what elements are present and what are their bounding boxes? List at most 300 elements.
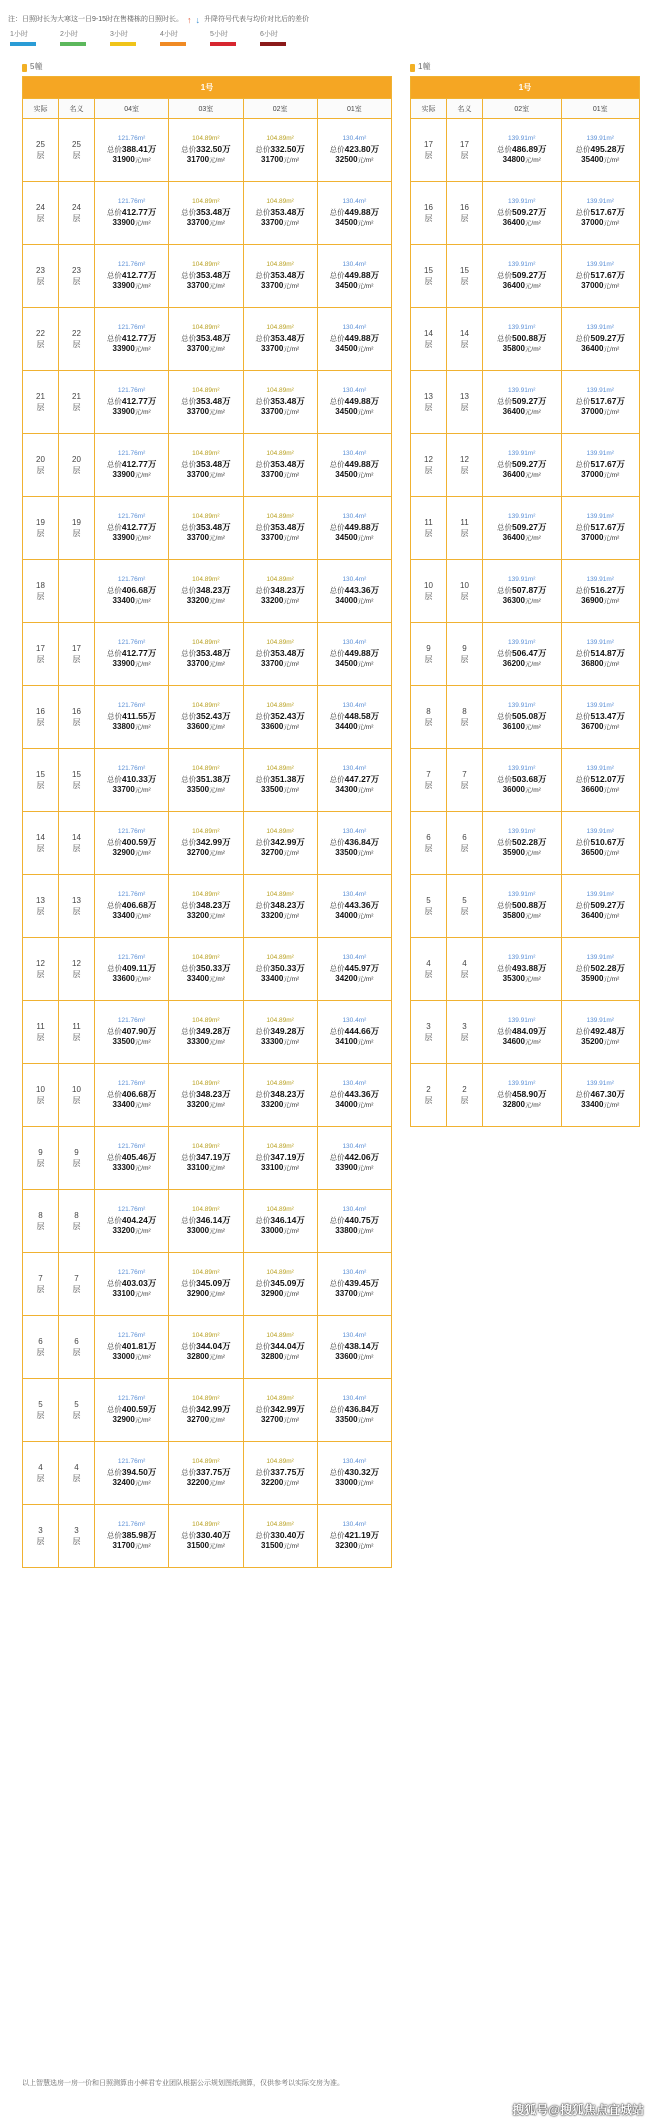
total-prefix: 总价 — [106, 1405, 122, 1414]
unit-area: 104.89m² — [192, 702, 220, 709]
floor-suffix: 层 — [424, 718, 433, 727]
unit-total-price — [95, 585, 168, 596]
unit-price-suffix: 元/m² — [603, 661, 620, 668]
floor-number: 5 — [74, 1400, 79, 1409]
unit-cell — [95, 434, 169, 497]
unit-total-price — [95, 1215, 168, 1226]
total-prefix: 总价 — [255, 145, 271, 154]
unit-cell — [243, 686, 317, 749]
table-row — [411, 560, 640, 623]
total-value: 512.07万 — [590, 774, 625, 784]
unit-price-value: 36600 — [581, 785, 604, 794]
floor-suffix: 层 — [72, 340, 81, 349]
total-value: 342.99万 — [196, 1404, 231, 1414]
total-value: 506.47万 — [512, 648, 547, 658]
unit-price — [169, 407, 242, 418]
unit-price — [95, 785, 168, 796]
legend-swatch-label: 6小时 — [260, 31, 278, 38]
unit-price-value: 33200 — [261, 911, 284, 920]
total-value: 421.19万 — [344, 1530, 380, 1540]
total-prefix: 总价 — [106, 775, 122, 784]
unit-price-value: 36000 — [502, 785, 525, 794]
actual-floor — [411, 371, 447, 434]
unit-total-price — [562, 648, 640, 659]
unit-area: 104.89m² — [192, 198, 220, 205]
unit-area: 139.91m² — [586, 513, 614, 520]
unit-price — [169, 1037, 242, 1048]
unit-price-value: 33600 — [261, 722, 284, 731]
total-prefix: 总价 — [575, 901, 591, 910]
actual-floor — [411, 1064, 447, 1127]
nominal-floor — [59, 119, 95, 182]
total-value: 412.77万 — [121, 396, 157, 406]
unit-price-suffix: 元/m² — [134, 1102, 151, 1109]
floor-number: 12 — [36, 959, 45, 968]
unit-cell — [317, 875, 391, 938]
unit-price — [318, 533, 391, 544]
unit-area: 130.4m² — [342, 891, 367, 898]
unit-total-price — [169, 1026, 242, 1037]
unit-price-value: 34500 — [335, 470, 358, 479]
floor-suffix: 层 — [72, 970, 81, 979]
floor-number: 13 — [460, 392, 469, 401]
unit-total-price — [95, 1089, 168, 1100]
unit-price-value: 33400 — [112, 596, 135, 605]
total-value: 347.19万 — [196, 1152, 231, 1162]
unit-total-price — [562, 585, 640, 596]
unit-cell — [317, 1442, 391, 1505]
unit-total-price — [95, 333, 168, 344]
total-value: 492.48万 — [590, 1026, 625, 1036]
unit-price — [95, 911, 168, 922]
unit-area: 104.89m² — [266, 702, 294, 709]
unit-cell — [243, 1253, 317, 1316]
unit-price-suffix: 元/m² — [357, 157, 374, 164]
table-row — [23, 623, 392, 686]
unit-price-suffix: 元/m² — [283, 1165, 300, 1172]
unit-total-price — [244, 1152, 317, 1163]
unit-area: 104.89m² — [192, 1521, 220, 1528]
unit-cell — [169, 875, 243, 938]
unit-price — [483, 1037, 561, 1048]
unit-cell — [561, 1001, 640, 1064]
unit-price-suffix: 元/m² — [357, 724, 374, 731]
unit-area: 121.76m² — [117, 891, 146, 898]
unit-price-value: 33700 — [261, 344, 284, 353]
unit-area: 139.91m² — [586, 387, 614, 394]
actual-floor — [23, 182, 59, 245]
unit-cell — [169, 1379, 243, 1442]
floor-suffix: 层 — [424, 781, 433, 790]
total-prefix: 总价 — [497, 775, 512, 784]
unit-price-suffix: 元/m² — [357, 913, 374, 920]
unit-cell — [95, 1253, 169, 1316]
total-prefix: 总价 — [255, 1027, 271, 1036]
unit-price-suffix: 元/m² — [603, 472, 620, 479]
unit-price — [483, 218, 561, 229]
floor-suffix: 层 — [36, 1348, 45, 1357]
total-prefix: 总价 — [106, 901, 122, 910]
unit-price-value: 36500 — [581, 848, 604, 857]
total-value: 449.88万 — [344, 270, 380, 280]
floor-number: 4 — [74, 1463, 79, 1472]
total-value: 353.48万 — [270, 270, 305, 280]
unit-price — [95, 1352, 168, 1363]
floor-number: 7 — [74, 1274, 79, 1283]
unit-price — [95, 1100, 168, 1111]
unit-cell — [561, 560, 640, 623]
floor-suffix: 层 — [424, 970, 433, 979]
unit-price-value: 33400 — [112, 1100, 135, 1109]
total-prefix: 总价 — [497, 397, 512, 406]
total-value: 404.24万 — [121, 1215, 157, 1225]
total-value: 346.14万 — [196, 1215, 231, 1225]
total-prefix: 总价 — [575, 271, 591, 280]
unit-cell — [169, 686, 243, 749]
floor-number: 17 — [424, 140, 433, 149]
unit-area: 139.91m² — [508, 261, 536, 268]
table-row — [411, 371, 640, 434]
unit-cell — [95, 1505, 169, 1568]
table-row — [23, 1316, 392, 1379]
total-prefix: 总价 — [329, 523, 345, 532]
unit-price-suffix: 元/m² — [209, 283, 225, 290]
table-row — [23, 1127, 392, 1190]
total-value: 348.23万 — [196, 1089, 231, 1099]
unit-price-value: 37000 — [581, 281, 604, 290]
nominal-floor — [447, 1064, 483, 1127]
floor-suffix: 层 — [424, 466, 433, 475]
unit-price — [318, 1289, 391, 1300]
total-prefix: 总价 — [575, 775, 591, 784]
floor-suffix: 层 — [72, 1222, 81, 1231]
table-row — [411, 875, 640, 938]
unit-price-suffix: 元/m² — [209, 535, 225, 542]
unit-price-suffix: 元/m² — [134, 724, 151, 731]
unit-price-value: 36400 — [502, 533, 525, 542]
unit-area: 104.89m² — [192, 1458, 220, 1465]
floor-number: 13 — [36, 896, 45, 905]
unit-cell — [95, 938, 169, 1001]
unit-price-suffix: 元/m² — [134, 850, 151, 857]
unit-total-price — [318, 837, 391, 848]
total-prefix: 总价 — [181, 145, 197, 154]
nominal-floor — [59, 1001, 95, 1064]
unit-price-suffix: 元/m² — [357, 535, 374, 542]
unit-area: 104.89m² — [266, 1332, 294, 1339]
unit-price — [562, 974, 640, 985]
unit-price-value: 33100 — [112, 1289, 135, 1298]
unit-area: 104.89m² — [266, 450, 294, 457]
unit-total-price — [318, 1530, 391, 1541]
unit-total-price — [244, 963, 317, 974]
unit-price — [244, 785, 317, 796]
floor-suffix: 层 — [36, 340, 45, 349]
unit-price — [169, 785, 242, 796]
total-prefix: 总价 — [329, 1090, 345, 1099]
total-value: 509.27万 — [512, 396, 547, 406]
total-prefix: 总价 — [106, 1153, 122, 1162]
unit-price — [562, 659, 640, 670]
total-prefix: 总价 — [181, 1027, 197, 1036]
unit-total-price — [169, 963, 242, 974]
unit-area: 130.4m² — [342, 513, 367, 520]
unit-total-price — [95, 1404, 168, 1415]
floor-number: 14 — [36, 833, 45, 842]
unit-price — [318, 1037, 391, 1048]
unit-price-suffix: 元/m² — [603, 346, 620, 353]
unit-total-price — [169, 1404, 242, 1415]
unit-cell — [243, 308, 317, 371]
unit-cell — [169, 1190, 243, 1253]
total-prefix: 总价 — [497, 712, 512, 721]
unit-total-price — [95, 1278, 168, 1289]
total-prefix: 总价 — [107, 964, 123, 973]
floor-suffix: 层 — [36, 1222, 45, 1231]
nominal-floor — [59, 749, 95, 812]
unit-price-value: 33700 — [112, 785, 135, 794]
table-row — [411, 1001, 640, 1064]
unit-price-value: 33600 — [335, 1352, 358, 1361]
unit-area: 139.91m² — [586, 576, 614, 583]
total-value: 443.36万 — [344, 1089, 380, 1099]
unit-price-value: 32800 — [186, 1352, 210, 1361]
total-value: 502.28万 — [590, 963, 625, 973]
unit-area: 121.76m² — [117, 135, 146, 142]
total-value: 342.99万 — [270, 837, 305, 847]
unit-price — [169, 596, 242, 607]
floor-number: 6 — [426, 833, 431, 842]
floor-suffix: 层 — [460, 1033, 469, 1042]
unit-price-value: 33200 — [261, 1100, 284, 1109]
total-value: 401.81万 — [121, 1341, 157, 1351]
unit-cell — [95, 1127, 169, 1190]
unit-price-value: 36300 — [502, 596, 525, 605]
total-prefix: 总价 — [106, 460, 122, 469]
unit-total-price — [95, 270, 168, 281]
floor-suffix: 层 — [460, 781, 469, 790]
floor-suffix: 层 — [424, 403, 433, 412]
unit-total-price — [318, 585, 391, 596]
total-value: 449.88万 — [344, 396, 380, 406]
floor-number: 14 — [460, 329, 469, 338]
total-prefix: 总价 — [329, 1468, 345, 1477]
unit-price-suffix: 元/m² — [524, 787, 541, 794]
unit-total-price — [95, 963, 168, 974]
unit-area: 121.76m² — [117, 1206, 146, 1213]
unit-total-price — [244, 585, 317, 596]
floor-number: 20 — [72, 455, 81, 464]
total-prefix: 总价 — [497, 649, 512, 658]
unit-price-value: 33700 — [261, 281, 284, 290]
unit-total-price — [483, 270, 561, 281]
unit-price-suffix: 元/m² — [357, 661, 374, 668]
unit-total-price — [318, 333, 391, 344]
floor-suffix: 层 — [36, 844, 45, 853]
floor-suffix: 层 — [460, 340, 469, 349]
unit-cell — [243, 875, 317, 938]
floor-number: 2 — [462, 1085, 467, 1094]
unit-total-price — [562, 459, 640, 470]
total-prefix: 总价 — [106, 271, 122, 280]
unit-price — [318, 1478, 391, 1489]
floor-number: 12 — [460, 455, 469, 464]
nominal-floor — [447, 119, 483, 182]
unit-price — [244, 1037, 317, 1048]
nominal-floor — [59, 1253, 95, 1316]
unit-total-price — [95, 1530, 168, 1541]
total-value: 516.27万 — [590, 585, 625, 595]
total-value: 411.55万 — [122, 711, 157, 721]
total-prefix: 总价 — [497, 145, 512, 154]
floor-suffix: 层 — [72, 1411, 81, 1420]
unit-total-price — [483, 648, 561, 659]
unit-price — [244, 1289, 317, 1300]
unit-cell — [95, 560, 169, 623]
total-value: 412.77万 — [121, 648, 157, 658]
floor-number: 6 — [462, 833, 467, 842]
unit-price-value: 34500 — [335, 533, 358, 542]
floor-number: 15 — [424, 266, 433, 275]
legend-swatch-label: 3小时 — [110, 31, 128, 38]
legend-swatch-color — [10, 42, 36, 46]
table-row — [411, 182, 640, 245]
unit-cell — [483, 182, 562, 245]
actual-floor — [411, 812, 447, 875]
floor-number: 5 — [38, 1400, 43, 1409]
unit-price-value: 34300 — [335, 785, 358, 794]
legend-swatch — [260, 29, 286, 46]
actual-floor — [411, 686, 447, 749]
unit-cell — [243, 371, 317, 434]
unit-total-price — [169, 207, 242, 218]
floor-suffix: 层 — [72, 844, 81, 853]
unit-total-price — [244, 333, 317, 344]
total-value: 353.48万 — [270, 522, 305, 532]
unit-price-value: 34500 — [335, 218, 358, 227]
unit-area: 130.4m² — [342, 450, 367, 457]
actual-floor — [23, 245, 59, 308]
floor-number: 12 — [424, 455, 433, 464]
unit-area: 104.89m² — [192, 1080, 220, 1087]
floor-suffix: 层 — [36, 655, 45, 664]
unit-price-value: 33500 — [335, 848, 358, 857]
unit-total-price — [169, 1089, 242, 1100]
unit-cell — [561, 812, 640, 875]
unit-price — [169, 974, 242, 985]
unit-price — [318, 281, 391, 292]
floor-number: 9 — [462, 644, 467, 653]
unit-price-value: 34100 — [335, 1037, 358, 1046]
unit-total-price — [95, 1152, 168, 1163]
unit-price — [244, 1352, 317, 1363]
unit-area: 104.89m² — [266, 639, 294, 646]
unit-price-value: 32700 — [186, 848, 210, 857]
unit-total-price — [483, 900, 561, 911]
footer-note: 以上智慧选房一房一价和日照测算由小鲜君专业团队根据公示规划图纸测算，仅供参考以实际交房为准。 — [22, 2080, 344, 2087]
unit-price-suffix: 元/m² — [209, 1228, 225, 1235]
floor-number: 11 — [460, 518, 469, 527]
unit-cell — [169, 1442, 243, 1505]
unit-cell — [483, 245, 562, 308]
total-prefix: 总价 — [106, 649, 122, 658]
floor-suffix: 层 — [72, 1096, 81, 1105]
unit-price-value: 32900 — [261, 1289, 284, 1298]
unit-total-price — [244, 522, 317, 533]
total-value: 430.32万 — [344, 1467, 380, 1477]
total-value: 410.33万 — [121, 774, 157, 784]
unit-price-suffix: 元/m² — [283, 346, 300, 353]
unit-cell — [169, 812, 243, 875]
total-value: 353.48万 — [270, 333, 305, 343]
unit-cell — [561, 749, 640, 812]
nominal-floor — [59, 371, 95, 434]
unit-total-price — [169, 522, 242, 533]
unit-cell — [169, 182, 243, 245]
total-prefix: 总价 — [329, 1531, 345, 1540]
unit-area: 104.89m² — [192, 1395, 220, 1402]
total-prefix: 总价 — [575, 208, 591, 217]
unit-price-value: 33700 — [186, 344, 210, 353]
total-value: 348.23万 — [196, 900, 231, 910]
unit-price-suffix: 元/m² — [283, 1228, 300, 1235]
unit-price-suffix: 元/m² — [603, 535, 620, 542]
floor-suffix: 层 — [72, 1537, 81, 1546]
floor-suffix: 层 — [424, 214, 433, 223]
total-prefix: 总价 — [497, 334, 512, 343]
unit-price-suffix: 元/m² — [524, 220, 541, 227]
total-prefix: 总价 — [575, 964, 591, 973]
actual-floor — [23, 119, 59, 182]
unit-total-price — [244, 711, 317, 722]
total-prefix: 总价 — [181, 397, 197, 406]
total-prefix: 总价 — [329, 334, 345, 343]
unit-price-suffix: 元/m² — [357, 1480, 374, 1487]
column-header: 实际 — [411, 99, 447, 119]
floor-number: 10 — [36, 1085, 45, 1094]
unit-price-suffix: 元/m² — [603, 976, 620, 983]
nominal-floor — [447, 497, 483, 560]
total-prefix: 总价 — [181, 271, 197, 280]
unit-price — [483, 596, 561, 607]
unit-price-suffix: 元/m² — [357, 220, 374, 227]
unit-total-price — [318, 396, 391, 407]
unit-price-suffix: 元/m² — [603, 409, 620, 416]
total-prefix: 总价 — [255, 586, 271, 595]
unit-price-value: 37000 — [581, 407, 604, 416]
unit-area: 104.89m² — [266, 198, 294, 205]
unit-price-value: 33900 — [112, 470, 135, 479]
unit-total-price — [169, 837, 242, 848]
unit-price — [95, 218, 168, 229]
unit-cell — [317, 812, 391, 875]
unit-price-suffix: 元/m² — [357, 1543, 374, 1550]
unit-price-suffix: 元/m² — [283, 157, 300, 164]
unit-cell — [317, 1505, 391, 1568]
unit-area: 104.89m² — [266, 324, 294, 331]
unit-price-value: 35300 — [502, 974, 525, 983]
total-prefix: 总价 — [497, 208, 512, 217]
floor-suffix: 层 — [36, 1411, 45, 1420]
unit-price-suffix: 元/m² — [134, 157, 151, 164]
unit-area: 139.91m² — [508, 891, 536, 898]
unit-total-price — [318, 1152, 391, 1163]
unit-total-price — [483, 585, 561, 596]
unit-price-value: 34000 — [335, 596, 358, 605]
unit-total-price — [244, 1026, 317, 1037]
unit-area: 139.91m² — [586, 261, 614, 268]
unit-price-value: 33400 — [581, 1100, 604, 1109]
